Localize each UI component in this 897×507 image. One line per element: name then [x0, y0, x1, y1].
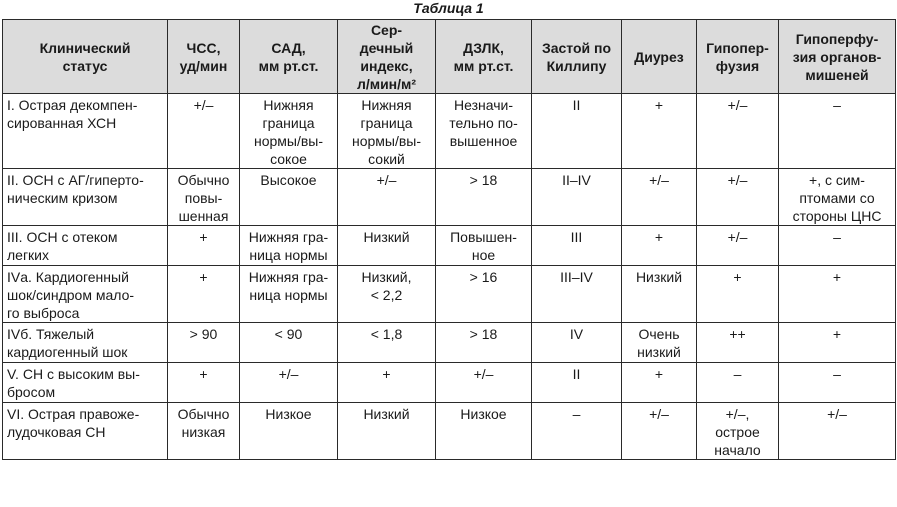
cell: > 16: [436, 266, 532, 323]
cell: +/–: [697, 169, 779, 226]
cell: –: [697, 363, 779, 403]
cell: +/–: [168, 94, 240, 169]
table-row: [3, 323, 896, 363]
cell: +/–: [697, 94, 779, 169]
cell: Нижняя граница нормы/вы- сокий: [338, 94, 436, 169]
cell-status: II. ОСН с АГ/гиперто- ническим кризом: [3, 169, 168, 226]
cell: –: [779, 226, 896, 266]
cell: Высокое: [240, 169, 338, 226]
table-row: [3, 226, 896, 266]
col-header-cardiac-index: Сер- дечный индекс, л/мин/м²: [338, 20, 436, 94]
cell: Обычно повы- шенная: [168, 169, 240, 226]
table-row: [3, 169, 896, 226]
clinical-status-table: [2, 19, 896, 460]
cell-status: III. ОСН с отеком легких: [3, 226, 168, 266]
col-header-diuresis: Диурез: [622, 20, 697, 94]
cell: III–IV: [532, 266, 622, 323]
col-header-heart-rate: ЧСС, уд/мин: [168, 20, 240, 94]
cell: –: [779, 94, 896, 169]
cell: > 18: [436, 169, 532, 226]
table-row: [3, 363, 896, 403]
cell: ++: [697, 323, 779, 363]
cell: II: [532, 94, 622, 169]
cell: +/–: [622, 403, 697, 460]
cell: +/–: [240, 363, 338, 403]
cell: IV: [532, 323, 622, 363]
cell: +: [168, 226, 240, 266]
cell: +/–: [779, 403, 896, 460]
cell: +: [168, 363, 240, 403]
cell-status: V. СН с высоким вы- бросом: [3, 363, 168, 403]
col-header-systolic-bp: САД, мм рт.ст.: [240, 20, 338, 94]
cell: +: [622, 363, 697, 403]
cell: II: [532, 363, 622, 403]
cell: < 90: [240, 323, 338, 363]
cell-status: I. Острая декомпен- сированная ХСН: [3, 94, 168, 169]
cell: +/–: [622, 169, 697, 226]
cell: +/–: [338, 169, 436, 226]
cell: Низкий: [338, 403, 436, 460]
cell: +: [779, 266, 896, 323]
table-row: [3, 403, 896, 460]
col-header-hypoperfusion: Гипопер- фузия: [697, 20, 779, 94]
cell: Низкое: [240, 403, 338, 460]
cell: +: [338, 363, 436, 403]
cell: > 18: [436, 323, 532, 363]
cell: Нижняя гра- ница нормы: [240, 266, 338, 323]
cell: Очень низкий: [622, 323, 697, 363]
table-row: [3, 266, 896, 323]
col-header-clinical-status: Клинический статус: [3, 20, 168, 94]
cell: +: [779, 323, 896, 363]
cell: II–IV: [532, 169, 622, 226]
col-header-killip: Застой по Киллипу: [532, 20, 622, 94]
header-row: [3, 20, 896, 94]
cell: > 90: [168, 323, 240, 363]
cell: +: [622, 226, 697, 266]
cell: +: [697, 266, 779, 323]
cell: Обычно низкая: [168, 403, 240, 460]
cell: +/–, острое начало: [697, 403, 779, 460]
cell-status: IVб. Тяжелый кардиогенный шок: [3, 323, 168, 363]
table-caption: Таблица 1: [413, 0, 484, 16]
cell: +: [622, 94, 697, 169]
cell: +/–: [436, 363, 532, 403]
cell: Низкий: [338, 226, 436, 266]
cell-status: VI. Острая правоже- лудочковая СН: [3, 403, 168, 460]
col-header-pcwp: ДЗЛК, мм рт.ст.: [436, 20, 532, 94]
cell-status: IVа. Кардиогенный шок/синдром мало- го выброса: [3, 266, 168, 323]
table-row: [3, 94, 896, 169]
cell: Низкий: [622, 266, 697, 323]
cell: Низкое: [436, 403, 532, 460]
cell: Нижняя граница нормы/вы- сокое: [240, 94, 338, 169]
cell: +, с сим- птомами со стороны ЦНС: [779, 169, 896, 226]
cell: Нижняя гра- ница нормы: [240, 226, 338, 266]
cell: –: [532, 403, 622, 460]
col-header-target-organ-hypoperfusion: Гипоперфу- зия органов- мишеней: [779, 20, 896, 94]
cell: < 1,8: [338, 323, 436, 363]
cell: +: [168, 266, 240, 323]
cell: +/–: [697, 226, 779, 266]
cell: Повышен- ное: [436, 226, 532, 266]
cell: Низкий, < 2,2: [338, 266, 436, 323]
cell: –: [779, 363, 896, 403]
cell: III: [532, 226, 622, 266]
cell: Незначи- тельно по- вышенное: [436, 94, 532, 169]
